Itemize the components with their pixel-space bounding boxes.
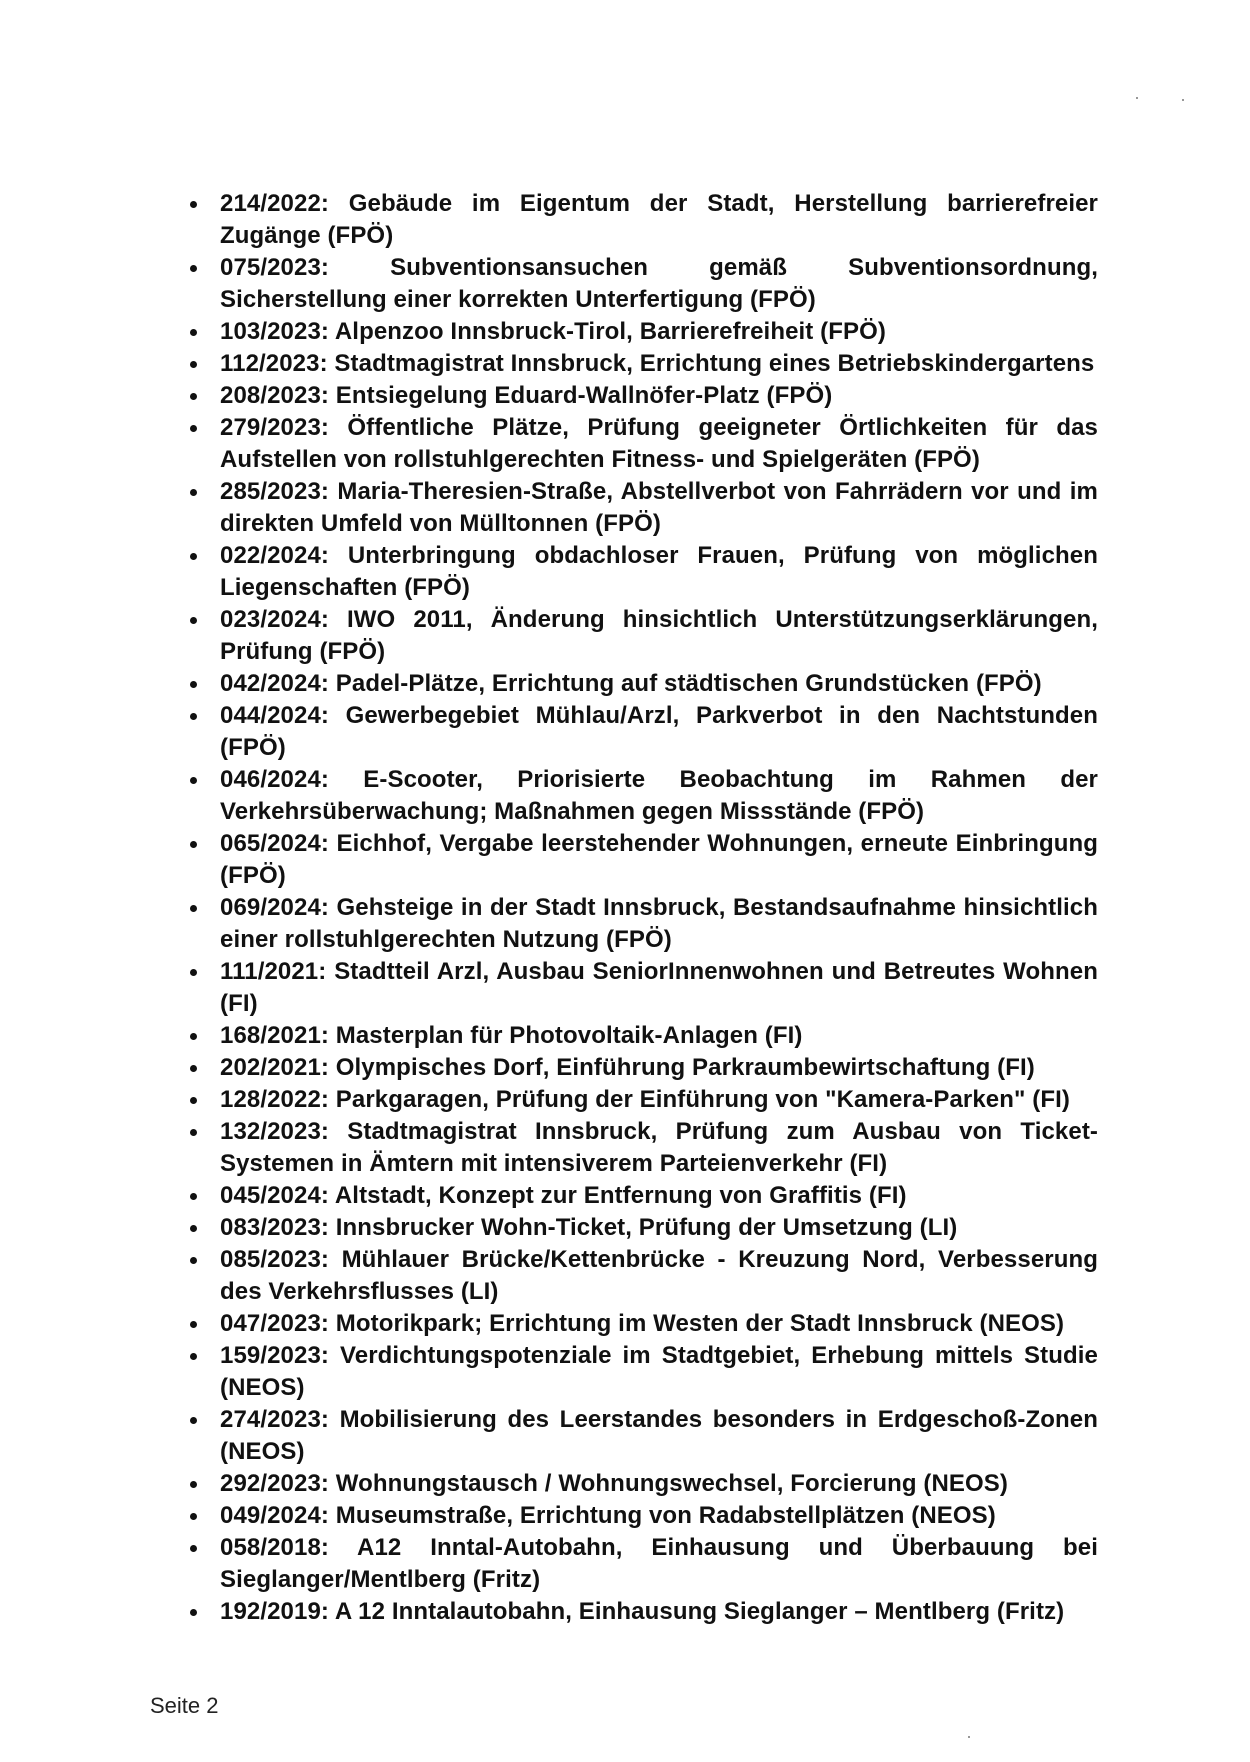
list-item (178, 668, 1098, 700)
bullet-icon (190, 1353, 197, 1360)
bullet-icon (190, 329, 197, 336)
list-item (178, 1212, 1098, 1244)
list-item (178, 700, 1098, 764)
list-item-text: 045/2024: Altstadt, Konzept zur Entfernung von Graffitis (FI) (220, 1182, 907, 1209)
scan-speck (968, 1736, 970, 1738)
bullet-icon (190, 681, 197, 688)
list-item-text: 168/2021: Masterplan für Photovoltaik-Anlagen (FI) (220, 1022, 803, 1049)
list-item-text: 214/2022: Gebäude im Eigentum der Stadt, Herstellung barrierefreier Zugänge (FPÖ) (220, 190, 1098, 249)
list-item (178, 188, 1098, 252)
list-item (178, 1116, 1098, 1180)
bullet-icon (190, 1417, 197, 1424)
scan-speck (1136, 97, 1138, 99)
list-item-text: 046/2024: E-Scooter, Priorisierte Beobachtung im Rahmen der Verkehrsüberwachung; Maßnahmen gegen Missstände (FPÖ) (220, 766, 1098, 825)
bullet-icon (190, 1097, 197, 1104)
list-item (178, 892, 1098, 956)
list-item-text: 042/2024: Padel-Plätze, Errichtung auf städtischen Grundstücken (FPÖ) (220, 670, 1042, 697)
list-item (178, 604, 1098, 668)
list-item (178, 1404, 1098, 1468)
bullet-icon (190, 393, 197, 400)
list-item (178, 412, 1098, 476)
bullet-icon (190, 841, 197, 848)
list-item (178, 1596, 1098, 1628)
bullet-icon (190, 1609, 197, 1616)
list-item-text: 279/2023: Öffentliche Plätze, Prüfung geeigneter Örtlichkeiten für das Aufstellen von rollstuhlgerechten Fitness- und Spielgeräten (FPÖ) (220, 414, 1098, 473)
bullet-icon (190, 361, 197, 368)
list-item-text: 075/2023: Subventionsansuchen gemäß Subventionsordnung, Sicherstellung einer korrekten Unterfertigung (FPÖ) (220, 254, 1098, 313)
list-item (178, 1052, 1098, 1084)
list-item-text: 058/2018: A12 Inntal-Autobahn, Einhausung und Überbauung bei Sieglanger/Mentlberg (Fritz) (220, 1534, 1098, 1593)
list-item-text: 285/2023: Maria-Theresien-Straße, Abstellverbot von Fahrrädern vor und im direkten Umfeld von Mülltonnen (FPÖ) (220, 478, 1098, 537)
list-item (178, 348, 1098, 380)
bullet-icon (190, 1513, 197, 1520)
list-item-text: 103/2023: Alpenzoo Innsbruck-Tirol, Barrierefreiheit (FPÖ) (220, 318, 886, 345)
list-item (178, 1532, 1098, 1596)
list-item-text: 192/2019: A 12 Inntalautobahn, Einhausung Sieglanger – Mentlberg (Fritz) (220, 1598, 1065, 1625)
bullet-icon (190, 969, 197, 976)
list-item-text: 159/2023: Verdichtungspotenziale im Stadtgebiet, Erhebung mittels Studie (NEOS) (220, 1342, 1098, 1401)
bullet-icon (190, 1257, 197, 1264)
bullet-icon (190, 1193, 197, 1200)
list-item-text: 044/2024: Gewerbegebiet Mühlau/Arzl, Parkverbot in den Nachtstunden (FPÖ) (220, 702, 1098, 761)
bullet-icon (190, 265, 197, 272)
bullet-icon (190, 905, 197, 912)
list-item-text: 085/2023: Mühlauer Brücke/Kettenbrücke - Kreuzung Nord, Verbesserung des Verkehrsflusses (LI) (220, 1246, 1098, 1305)
page-number: Seite 2 (150, 1693, 219, 1718)
list-item (178, 1308, 1098, 1340)
list-item-text: 049/2024: Museumstraße, Errichtung von Radabstellplätzen (NEOS) (220, 1502, 996, 1529)
bullet-icon (190, 1225, 197, 1232)
bullet-icon (190, 201, 197, 208)
list-item-text: 111/2021: Stadtteil Arzl, Ausbau SeniorInnenwohnen und Betreutes Wohnen (FI) (220, 958, 1098, 1017)
bullet-icon (190, 489, 197, 496)
list-item (178, 540, 1098, 604)
list-item-text: 047/2023: Motorikpark; Errichtung im Westen der Stadt Innsbruck (NEOS) (220, 1310, 1065, 1337)
list-item-text: 083/2023: Innsbrucker Wohn-Ticket, Prüfung der Umsetzung (LI) (220, 1214, 958, 1241)
list-item-text: 292/2023: Wohnungstausch / Wohnungswechsel, Forcierung (NEOS) (220, 1470, 1009, 1497)
bullet-icon (190, 777, 197, 784)
bullet-icon (190, 617, 197, 624)
list-item-text: 132/2023: Stadtmagistrat Innsbruck, Prüfung zum Ausbau von Ticket-Systemen in Ämtern mit intensiverem Parteienverkehr (FI) (220, 1118, 1098, 1177)
list-item (178, 956, 1098, 1020)
list-item (178, 380, 1098, 412)
bullet-icon (190, 1033, 197, 1040)
agenda-item-list (178, 188, 1098, 1628)
list-item (178, 1180, 1098, 1212)
list-item (178, 476, 1098, 540)
bullet-icon (190, 1065, 197, 1072)
list-item (178, 764, 1098, 828)
bullet-icon (190, 1129, 197, 1136)
list-item (178, 1340, 1098, 1404)
list-item (178, 252, 1098, 316)
list-item (178, 1020, 1098, 1052)
bullet-icon (190, 425, 197, 432)
list-item (178, 828, 1098, 892)
scan-speck (1182, 99, 1184, 101)
list-item-text: 022/2024: Unterbringung obdachloser Frauen, Prüfung von möglichen Liegenschaften (FPÖ) (220, 542, 1098, 601)
bullet-icon (190, 1321, 197, 1328)
list-item-text: 128/2022: Parkgaragen, Prüfung der Einführung von "Kamera-Parken" (FI) (220, 1086, 1070, 1113)
list-item-text: 065/2024: Eichhof, Vergabe leerstehender Wohnungen, erneute Einbringung (FPÖ) (220, 830, 1098, 889)
list-item (178, 316, 1098, 348)
list-item-text: 274/2023: Mobilisierung des Leerstandes besonders in Erdgeschoß-Zonen (NEOS) (220, 1406, 1098, 1465)
list-item (178, 1244, 1098, 1308)
list-item-text: 202/2021: Olympisches Dorf, Einführung Parkraumbewirtschaftung (FI) (220, 1054, 1035, 1081)
list-item-text: 208/2023: Entsiegelung Eduard-Wallnöfer-Platz (FPÖ) (220, 382, 833, 409)
list-item-text: 069/2024: Gehsteige in der Stadt Innsbruck, Bestandsaufnahme hinsichtlich einer rollstuhlgerechten Nutzung (FPÖ) (220, 894, 1098, 953)
list-item-text: 023/2024: IWO 2011, Änderung hinsichtlich Unterstützungserklärungen, Prüfung (FPÖ) (220, 606, 1098, 665)
list-item-text: 112/2023: Stadtmagistrat Innsbruck, Errichtung eines Betriebskindergartens (220, 350, 1095, 377)
bullet-icon (190, 553, 197, 560)
list-item (178, 1084, 1098, 1116)
bullet-icon (190, 1545, 197, 1552)
list-item (178, 1500, 1098, 1532)
bullet-icon (190, 713, 197, 720)
list-item (178, 1468, 1098, 1500)
bullet-icon (190, 1481, 197, 1488)
